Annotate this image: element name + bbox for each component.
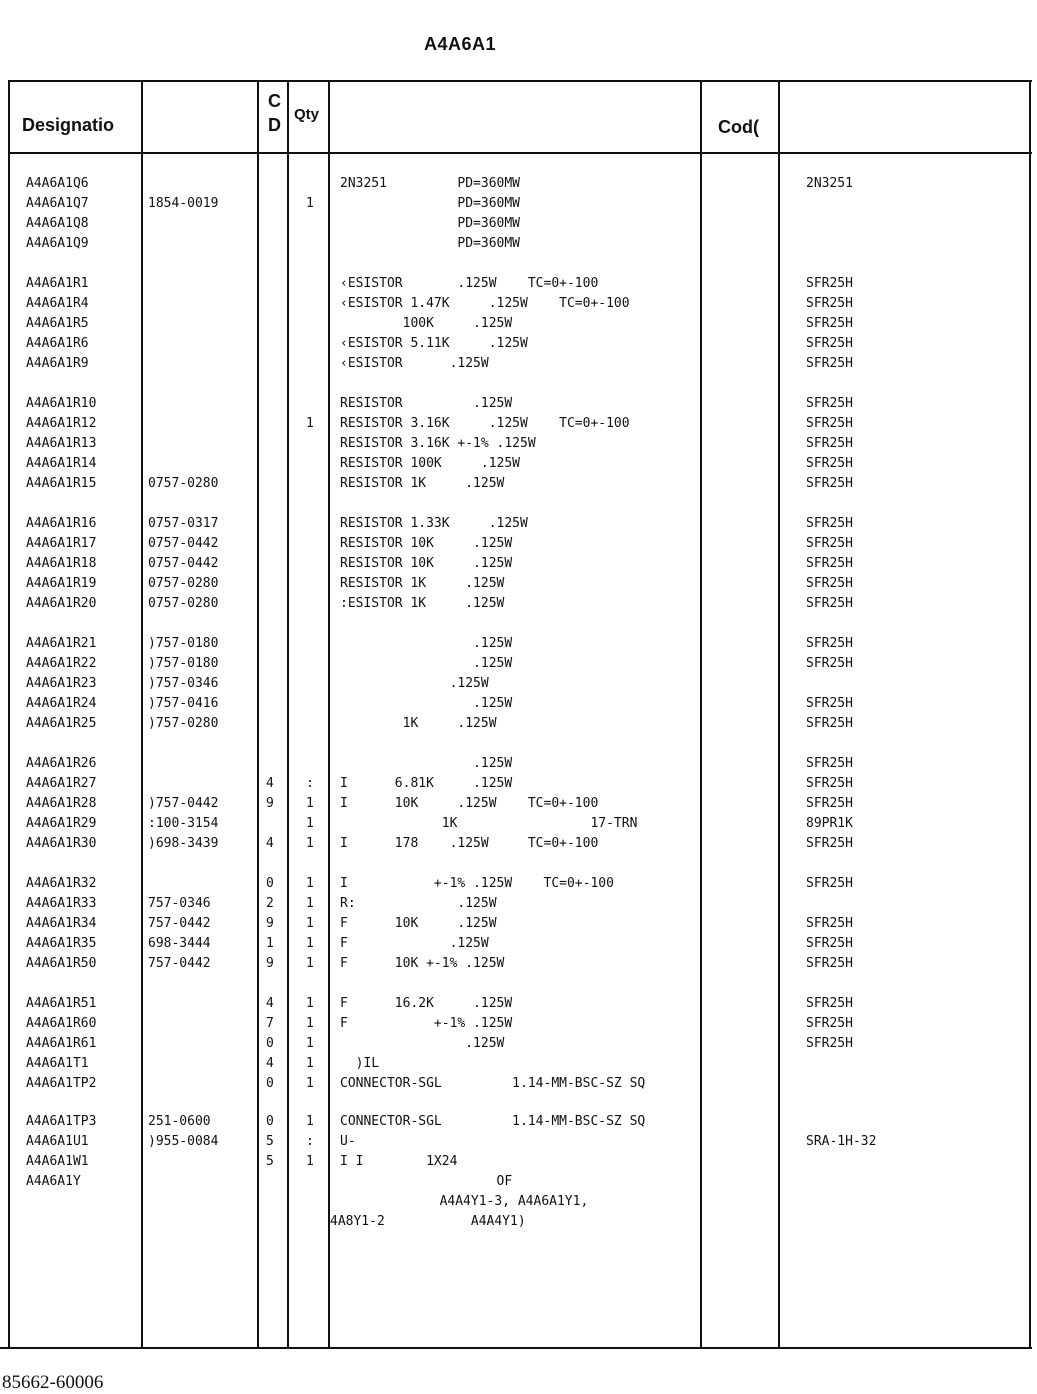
mfr-part-cell: SFR25H [806, 656, 853, 671]
mfr-part-cell: 89PR1K [806, 816, 853, 831]
part-number-cell: )757-0180 [148, 636, 219, 651]
designation-cell: A4A6A1U1 [26, 1134, 89, 1149]
mfr-part-cell: SFR25H [806, 916, 853, 931]
part-number-cell: 0757-0280 [148, 476, 219, 491]
qty-cell: 1 [306, 796, 314, 811]
description-cell: CONNECTOR-SGL 1.14-MM-BSC-SZ SQ [340, 1076, 646, 1091]
qty-cell: 1 [306, 836, 314, 851]
col-divider-4 [328, 80, 330, 1348]
designation-cell: A4A6A1Q7 [26, 196, 89, 211]
description-cell: I 6.81K .125W [340, 776, 513, 791]
designation-cell: A4A6A1R35 [26, 936, 97, 951]
check-digit-cell: 4 [266, 836, 274, 851]
designation-cell: A4A6A1Q6 [26, 176, 89, 191]
description-cell: RESISTOR 1K .125W [340, 576, 505, 591]
col-divider-2 [257, 80, 259, 1348]
qty-cell: 1 [306, 1036, 314, 1051]
qty-cell: 1 [306, 196, 314, 211]
check-digit-cell: 0 [266, 1036, 274, 1051]
designation-cell: A4A6A1R32 [26, 876, 97, 891]
mfr-part-cell: SFR25H [806, 336, 853, 351]
header-cd-bottom: D [268, 115, 281, 135]
description-cell: PD=360MW [340, 196, 521, 211]
check-digit-cell: 9 [266, 796, 274, 811]
designation-cell: A4A6A1TP3 [26, 1114, 97, 1129]
mfr-part-cell: SFR25H [806, 716, 853, 731]
description-cell: F +-1% .125W [340, 1016, 513, 1031]
mfr-part-cell: SFR25H [806, 396, 853, 411]
part-number-cell: )757-0416 [148, 696, 219, 711]
header-designation: Designatio [22, 115, 115, 135]
designation-cell: A4A6A1R27 [26, 776, 97, 791]
qty-cell: 1 [306, 1016, 314, 1031]
part-number-cell: 0757-0280 [148, 576, 219, 591]
qty-cell: 1 [306, 1056, 314, 1071]
mfr-part-cell: SFR25H [806, 636, 853, 651]
description-cell: 2N3251 PD=360MW [340, 176, 521, 191]
designation-cell: A4A6A1R28 [26, 796, 97, 811]
description-cell: CONNECTOR-SGL 1.14-MM-BSC-SZ SQ [340, 1114, 646, 1129]
mfr-part-cell: SFR25H [806, 936, 853, 951]
col-divider-right [1029, 80, 1031, 1348]
qty-cell: 1 [306, 896, 314, 911]
description-cell: F .125W [340, 936, 489, 951]
designation-cell: A4A6A1Q9 [26, 236, 89, 251]
description-cell: OF [340, 1174, 513, 1189]
mfr-part-cell: SFR25H [806, 756, 853, 771]
designation-cell: A4A6A1R6 [26, 336, 89, 351]
part-number-cell: 698-3444 [148, 936, 211, 951]
col-divider-1 [141, 80, 143, 1348]
designation-cell: A4A6A1R60 [26, 1016, 97, 1031]
description-cell: RESISTOR 10K .125W [340, 556, 513, 571]
description-cell: RESISTOR 1K .125W [340, 476, 505, 491]
col-divider-left [8, 80, 10, 1348]
description-cell: U- [340, 1134, 356, 1149]
part-number-cell: :100-3154 [148, 816, 219, 831]
qty-cell: 1 [306, 1114, 314, 1129]
header-qty: Qty [294, 106, 320, 123]
description-cell: RESISTOR 1.33K .125W [340, 516, 528, 531]
mfr-part-cell: SFR25H [806, 536, 853, 551]
mfr-part-cell: SFR25H [806, 956, 853, 971]
part-number-cell: )955-0084 [148, 1134, 219, 1149]
check-digit-cell: 0 [266, 876, 274, 891]
designation-cell: A4A6A1R12 [26, 416, 97, 431]
designation-cell: A4A6A1T1 [26, 1056, 89, 1071]
description-cell: F 10K .125W [340, 916, 497, 931]
designation-cell: A4A6A1R5 [26, 316, 89, 331]
description-cell: .125W [340, 676, 489, 691]
designation-cell: A4A6A1R30 [26, 836, 97, 851]
qty-cell: : [306, 1134, 314, 1149]
qty-cell: 1 [306, 816, 314, 831]
description-cell: ‹ESISTOR 5.11K .125W [340, 336, 528, 351]
qty-cell: 1 [306, 956, 314, 971]
description-cell: PD=360MW [340, 236, 521, 251]
part-number-cell: )757-0280 [148, 716, 219, 731]
designation-cell: A4A6A1R61 [26, 1036, 97, 1051]
mfr-part-cell: SFR25H [806, 416, 853, 431]
mfr-part-cell: SFR25H [806, 276, 853, 291]
designation-cell: A4A6A1R33 [26, 896, 97, 911]
designation-cell: A4A6A1R13 [26, 436, 97, 451]
check-digit-cell: 2 [266, 896, 274, 911]
qty-cell: 1 [306, 996, 314, 1011]
check-digit-cell: 5 [266, 1134, 274, 1149]
part-number-cell: 0757-0442 [148, 556, 219, 571]
description-cell: RESISTOR 3.16K +-1% .125W [340, 436, 536, 451]
mfr-part-cell: SFR25H [806, 436, 853, 451]
description-cell: ‹ESISTOR 1.47K .125W TC=0+-100 [340, 296, 630, 311]
description-cell: RESISTOR 100K .125W [340, 456, 521, 471]
designation-cell: A4A6A1R21 [26, 636, 97, 651]
description-cell: F 10K +-1% .125W [340, 956, 505, 971]
designation-cell: A4A6A1R24 [26, 696, 97, 711]
check-digit-cell: 4 [266, 996, 274, 1011]
qty-cell: 1 [306, 1076, 314, 1091]
part-number-cell: 0757-0280 [148, 596, 219, 611]
header-bottom-rule [8, 152, 1032, 154]
description-cell: RESISTOR 10K .125W [340, 536, 513, 551]
mfr-part-cell: SFR25H [806, 516, 853, 531]
description-cell: I 178 .125W TC=0+-100 [340, 836, 599, 851]
part-number-cell: 0757-0442 [148, 536, 219, 551]
mfr-part-cell: SFR25H [806, 556, 853, 571]
part-number-cell: 757-0442 [148, 916, 211, 931]
designation-cell: A4A6A1R26 [26, 756, 97, 771]
designation-cell: A4A6A1R23 [26, 676, 97, 691]
description-cell: F 16.2K .125W [340, 996, 513, 1011]
header-cd-top: C [268, 91, 281, 111]
designation-cell: A4A6A1R1 [26, 276, 89, 291]
mfr-part-cell: SFR25H [806, 1016, 853, 1031]
designation-cell: A4A6A1R22 [26, 656, 97, 671]
mfr-part-cell: SFR25H [806, 456, 853, 471]
qty-cell: 1 [306, 916, 314, 931]
check-digit-cell: 7 [266, 1016, 274, 1031]
description-cell: :ESISTOR 1K .125W [340, 596, 505, 611]
designation-cell: A4A6A1R20 [26, 596, 97, 611]
qty-cell: 1 [306, 936, 314, 951]
designation-cell: A4A6A1R14 [26, 456, 97, 471]
mfr-part-cell: SFR25H [806, 596, 853, 611]
designation-cell: A4A6A1R29 [26, 816, 97, 831]
mfr-part-cell: SFR25H [806, 796, 853, 811]
designation-cell: A4A6A1R19 [26, 576, 97, 591]
check-digit-cell: 0 [266, 1114, 274, 1129]
description-cell: RESISTOR .125W [340, 396, 513, 411]
designation-cell: A4A6A1R9 [26, 356, 89, 371]
designation-cell: A4A6A1R50 [26, 956, 97, 971]
part-number-cell: 1854-0019 [148, 196, 219, 211]
mfr-part-cell: SFR25H [806, 996, 853, 1011]
description-cell: R: .125W [340, 896, 497, 911]
description-cell: 100K .125W [340, 316, 513, 331]
description-cell: ‹ESISTOR .125W [340, 356, 489, 371]
mfr-part-cell: SFR25H [806, 476, 853, 491]
mfr-part-cell: SFR25H [806, 876, 853, 891]
description-cell: ‹ESISTOR .125W TC=0+-100 [340, 276, 599, 291]
check-digit-cell: 0 [266, 1076, 274, 1091]
part-number-cell: )698-3439 [148, 836, 219, 851]
qty-cell: 1 [306, 876, 314, 891]
designation-cell: A4A6A1R18 [26, 556, 97, 571]
page-title: A4A6A1 [424, 34, 497, 54]
check-digit-cell: 1 [266, 936, 274, 951]
mfr-part-cell: SFR25H [806, 356, 853, 371]
part-number-cell: 0757-0317 [148, 516, 219, 531]
check-digit-cell: 4 [266, 776, 274, 791]
description-cell: .125W [340, 696, 513, 711]
mfr-part-cell: SFR25H [806, 576, 853, 591]
part-number-cell: )757-0346 [148, 676, 219, 691]
designation-cell: A4A6A1Y [26, 1174, 81, 1189]
description-cell: .125W [340, 1036, 505, 1051]
description-cell: PD=360MW [340, 216, 521, 231]
description-cell: )IL [340, 1056, 380, 1071]
designation-cell: A4A6A1R34 [26, 916, 97, 931]
mfr-part-cell: SFR25H [806, 696, 853, 711]
mfr-part-cell: SFR25H [806, 296, 853, 311]
designation-cell: A4A6A1Q8 [26, 216, 89, 231]
qty-cell: 1 [306, 416, 314, 431]
col-divider-3 [287, 80, 289, 1348]
designation-cell: A4A6A1TP2 [26, 1076, 97, 1091]
part-number-cell: )757-0180 [148, 656, 219, 671]
description-cell: .125W [340, 656, 513, 671]
col-divider-6 [778, 80, 780, 1348]
check-digit-cell: 4 [266, 1056, 274, 1071]
table-top-rule [8, 80, 1032, 82]
col-divider-5 [700, 80, 702, 1348]
description-cell: .125W [340, 636, 513, 651]
mfr-part-cell: SFR25H [806, 836, 853, 851]
qty-cell: : [306, 776, 314, 791]
document-number: 85662-60006 [2, 1372, 104, 1393]
part-number-cell: 251-0600 [148, 1114, 211, 1129]
check-digit-cell: 9 [266, 916, 274, 931]
designation-cell: A4A6A1R16 [26, 516, 97, 531]
designation-cell: A4A6A1R51 [26, 996, 97, 1011]
description-cell: I I 1X24 [340, 1154, 458, 1169]
part-number-cell: 757-0346 [148, 896, 211, 911]
description-cell: I 10K .125W TC=0+-100 [340, 796, 599, 811]
description-cell: RESISTOR 3.16K .125W TC=0+-100 [340, 416, 630, 431]
designation-cell: A4A6A1R10 [26, 396, 97, 411]
mfr-part-cell: SFR25H [806, 776, 853, 791]
designation-cell: A4A6A1R25 [26, 716, 97, 731]
description-cell: 1K .125W [340, 716, 497, 731]
check-digit-cell: 5 [266, 1154, 274, 1169]
header-code: Cod( [718, 117, 759, 137]
table-bottom-rule [0, 1347, 1032, 1349]
designation-cell: A4A6A1W1 [26, 1154, 89, 1169]
description-cell: 1K 17-TRN [340, 816, 638, 831]
part-number-cell: )757-0442 [148, 796, 219, 811]
mfr-part-cell: 2N3251 [806, 176, 853, 191]
designation-cell: A4A6A1R15 [26, 476, 97, 491]
mfr-part-cell: SFR25H [806, 316, 853, 331]
qty-cell: 1 [306, 1154, 314, 1169]
designation-cell: A4A6A1R4 [26, 296, 89, 311]
mfr-part-cell: SRA-1H-32 [806, 1134, 877, 1149]
description-continuation: A4A4Y1-3, A4A6A1Y1, [330, 1194, 589, 1209]
mfr-part-cell: SFR25H [806, 1036, 853, 1051]
description-cell: .125W [340, 756, 513, 771]
description-continuation: 4A8Y1-2 A4A4Y1) [330, 1214, 526, 1229]
check-digit-cell: 9 [266, 956, 274, 971]
description-cell: I +-1% .125W TC=0+-100 [340, 876, 614, 891]
designation-cell: A4A6A1R17 [26, 536, 97, 551]
part-number-cell: 757-0442 [148, 956, 211, 971]
